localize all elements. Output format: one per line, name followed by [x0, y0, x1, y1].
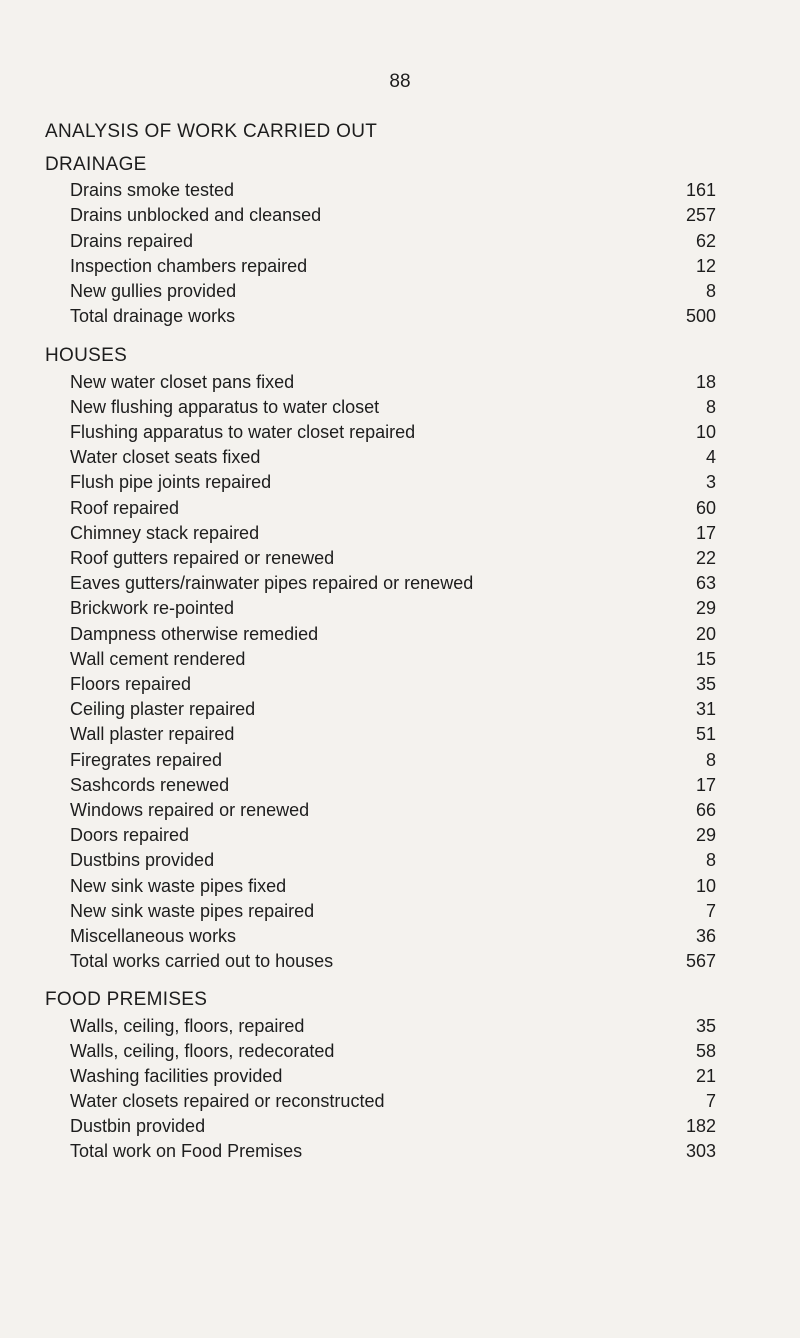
table-row — [70, 420, 716, 444]
page-title: ANALYSIS OF WORK CARRIED OUT — [45, 121, 378, 142]
row-label: Water closet seats fixed — [70, 447, 261, 467]
row-label: New water closet pans fixed — [70, 372, 295, 392]
row-label: Walls, ceiling, floors, redecorated — [70, 1041, 335, 1061]
section-heading-houses: HOUSES — [45, 345, 128, 366]
table-row-total — [70, 949, 716, 973]
row-value: 257 — [685, 205, 716, 225]
table-row — [70, 370, 716, 394]
row-label: New sink waste pipes fixed — [70, 876, 287, 896]
row-value: 10 — [695, 422, 716, 442]
row-value: 8 — [705, 281, 716, 301]
table-row — [70, 1039, 716, 1063]
row-label: Dustbins provided — [70, 850, 215, 870]
row-value: 4 — [705, 447, 716, 467]
row-value: 35 — [695, 674, 716, 694]
table-row — [70, 203, 716, 227]
row-label: Total works carried out to houses — [70, 951, 334, 971]
row-value: 8 — [705, 750, 716, 770]
row-value: 18 — [695, 372, 716, 392]
table-row — [70, 596, 716, 620]
table-row — [70, 748, 716, 772]
row-value: 182 — [685, 1116, 716, 1136]
row-label: Dustbin provided — [70, 1116, 206, 1136]
row-label: Drains repaired — [70, 231, 194, 251]
row-label: Drains unblocked and cleansed — [70, 205, 322, 225]
row-value: 29 — [695, 825, 716, 845]
row-label: Roof gutters repaired or renewed — [70, 548, 335, 568]
table-row — [70, 445, 716, 469]
row-value: 60 — [695, 498, 716, 518]
row-label: Walls, ceiling, floors, repaired — [70, 1016, 305, 1036]
row-label: Ceiling plaster repaired — [70, 699, 256, 719]
section-heading-drainage: DRAINAGE — [45, 154, 147, 175]
row-value: 22 — [695, 548, 716, 568]
table-row — [70, 229, 716, 253]
row-value: 58 — [695, 1041, 716, 1061]
row-label: Total drainage works — [70, 306, 236, 326]
row-value: 17 — [695, 775, 716, 795]
row-value: 7 — [705, 901, 716, 921]
row-label: Sashcords renewed — [70, 775, 230, 795]
row-label: Firegrates repaired — [70, 750, 223, 770]
table-row — [70, 470, 716, 494]
section-heading-food-premises: FOOD PREMISES — [45, 989, 208, 1010]
table-row — [70, 1114, 716, 1138]
table-row — [70, 798, 716, 822]
row-label: Washing facilities provided — [70, 1066, 283, 1086]
row-label: Total work on Food Premises — [70, 1141, 303, 1161]
table-row — [70, 647, 716, 671]
row-value: 51 — [695, 724, 716, 744]
table-row — [70, 924, 716, 948]
table-row — [70, 848, 716, 872]
row-label: New gullies provided — [70, 281, 237, 301]
row-label: Floors repaired — [70, 674, 192, 694]
row-value: 12 — [695, 256, 716, 276]
row-value: 36 — [695, 926, 716, 946]
row-value: 567 — [685, 951, 716, 971]
table-row-total — [70, 304, 716, 328]
table-row — [70, 899, 716, 923]
table-row — [70, 1064, 716, 1088]
table-row — [70, 279, 716, 303]
row-value: 161 — [685, 180, 716, 200]
table-row — [70, 395, 716, 419]
row-value: 303 — [685, 1141, 716, 1161]
table-row — [70, 546, 716, 570]
row-value: 17 — [695, 523, 716, 543]
table-row — [70, 571, 716, 595]
row-label: Water closets repaired or reconstructed — [70, 1091, 385, 1111]
row-value: 31 — [695, 699, 716, 719]
row-value: 66 — [695, 800, 716, 820]
row-label: Inspection chambers repaired — [70, 256, 308, 276]
row-label: Wall cement rendered — [70, 649, 246, 669]
table-row — [70, 1089, 716, 1113]
table-row-total — [70, 1139, 716, 1163]
row-value: 10 — [695, 876, 716, 896]
table-row — [70, 521, 716, 545]
row-label: New sink waste pipes repaired — [70, 901, 315, 921]
row-label: New flushing apparatus to water closet — [70, 397, 380, 417]
row-value: 35 — [695, 1016, 716, 1036]
row-value: 3 — [705, 472, 716, 492]
row-label: Dampness otherwise remedied — [70, 624, 319, 644]
row-value: 20 — [695, 624, 716, 644]
table-row — [70, 496, 716, 520]
row-value: 8 — [705, 850, 716, 870]
table-row — [70, 697, 716, 721]
row-label: Doors repaired — [70, 825, 190, 845]
row-value: 62 — [695, 231, 716, 251]
row-label: Brickwork re-pointed — [70, 598, 235, 618]
row-value: 8 — [705, 397, 716, 417]
table-row — [70, 1014, 716, 1038]
row-label: Flush pipe joints repaired — [70, 472, 272, 492]
table-row — [70, 622, 716, 646]
row-label: Wall plaster repaired — [70, 724, 235, 744]
row-value: 500 — [685, 306, 716, 326]
row-value: 29 — [695, 598, 716, 618]
row-value: 15 — [695, 649, 716, 669]
row-value: 21 — [695, 1066, 716, 1086]
table-row — [70, 722, 716, 746]
row-label: Windows repaired or renewed — [70, 800, 310, 820]
row-label: Flushing apparatus to water closet repaired — [70, 422, 416, 442]
row-label: Chimney stack repaired — [70, 523, 260, 543]
table-row — [70, 773, 716, 797]
table-row — [70, 672, 716, 696]
row-label: Roof repaired — [70, 498, 180, 518]
row-value: 63 — [695, 573, 716, 593]
table-row — [70, 823, 716, 847]
row-label: Drains smoke tested — [70, 180, 235, 200]
row-label: Eaves gutters/rainwater pipes repaired or renewed — [70, 573, 474, 593]
table-row — [70, 178, 716, 202]
table-row — [70, 254, 716, 278]
row-label: Miscellaneous works — [70, 926, 237, 946]
row-value: 7 — [705, 1091, 716, 1111]
page-number: 88 — [389, 71, 411, 92]
table-row — [70, 874, 716, 898]
